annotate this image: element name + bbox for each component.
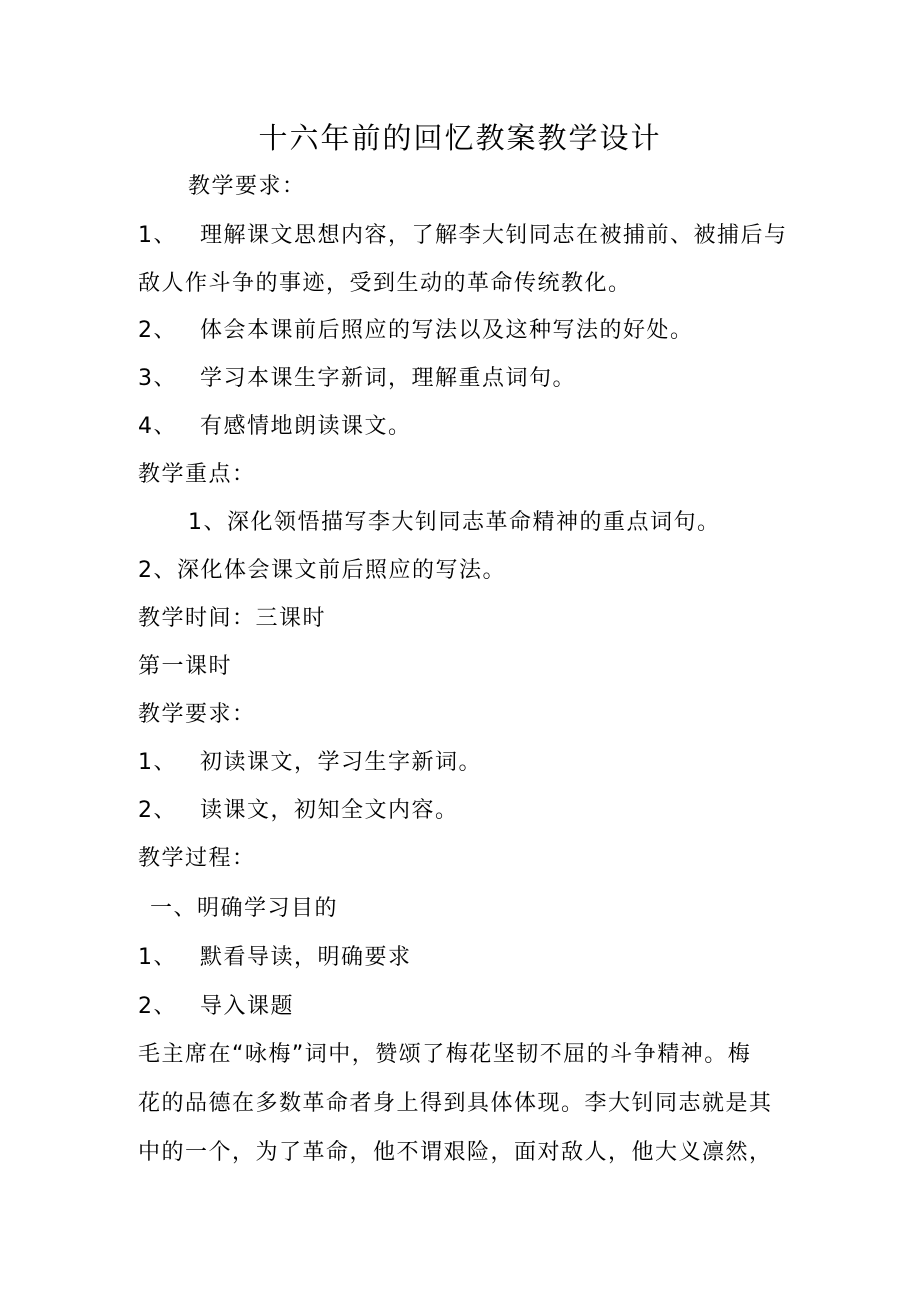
list-text: 读课文，初知全文内容。	[200, 798, 459, 823]
paragraph-line-1: 毛主席在“咏梅”词中，赞颂了梅花坚韧不屈的斗争精神。梅	[138, 1042, 752, 1067]
list-text: 理解课文思想内容，了解李大钊同志在被捕前、被捕后与	[200, 223, 788, 248]
list-text: 初读课文，学习生字新词。	[200, 750, 483, 775]
paragraph-line-3: 中的一个，为了革命，他不谓艰险，面对敌人，他大义凛然，	[138, 1140, 773, 1165]
list-text: 导入课题	[200, 994, 295, 1019]
list-number: 1、	[138, 750, 177, 775]
document-title: 十六年前的回忆教案教学设计	[258, 121, 662, 155]
requirement-item-2	[138, 316, 694, 346]
requirement-item-3	[138, 364, 576, 394]
list-number: 2、	[138, 798, 177, 823]
focus-item-2: 2、深化体会课文前后照应的写法。	[138, 558, 506, 583]
lesson-requirement-item-1	[138, 748, 482, 778]
list-number: 2、	[138, 994, 177, 1019]
teaching-focus-heading: 教学重点：	[138, 462, 256, 487]
lesson-requirement-item-2	[138, 796, 459, 826]
requirement-item-1-continued: 敌人作斗争的事迹，受到生动的革命传统教化。	[138, 271, 632, 296]
process-step-1-item-1	[138, 943, 412, 973]
list-number: 4、	[138, 414, 177, 439]
list-number: 2、	[138, 318, 177, 343]
requirement-item-1	[138, 221, 788, 251]
lesson-heading: 第一课时	[138, 654, 233, 679]
list-text: 学习本课生字新词，理解重点词句。	[200, 366, 577, 391]
focus-item-1: 1、深化领悟描写李大钊同志革命精神的重点词句。	[188, 510, 721, 535]
list-number: 1、	[138, 945, 177, 970]
process-step-1: 一、明确学习目的	[150, 896, 339, 921]
teaching-time: 教学时间：三课时	[138, 606, 327, 631]
list-text: 体会本课前后照应的写法以及这种写法的好处。	[200, 318, 694, 343]
list-text: 默看导读，明确要求	[200, 945, 412, 970]
requirement-item-4	[138, 412, 412, 442]
process-step-1-item-2	[138, 992, 294, 1022]
teaching-requirements-heading: 教学要求：	[188, 174, 306, 199]
teaching-process-heading: 教学过程：	[138, 846, 256, 871]
list-number: 3、	[138, 366, 177, 391]
list-text: 有感情地朗读课文。	[200, 414, 412, 439]
lesson-requirements-heading: 教学要求：	[138, 702, 256, 727]
paragraph-line-2: 花的品德在多数革命者身上得到具体体现。李大钊同志就是其	[138, 1091, 773, 1116]
list-number: 1、	[138, 223, 177, 248]
